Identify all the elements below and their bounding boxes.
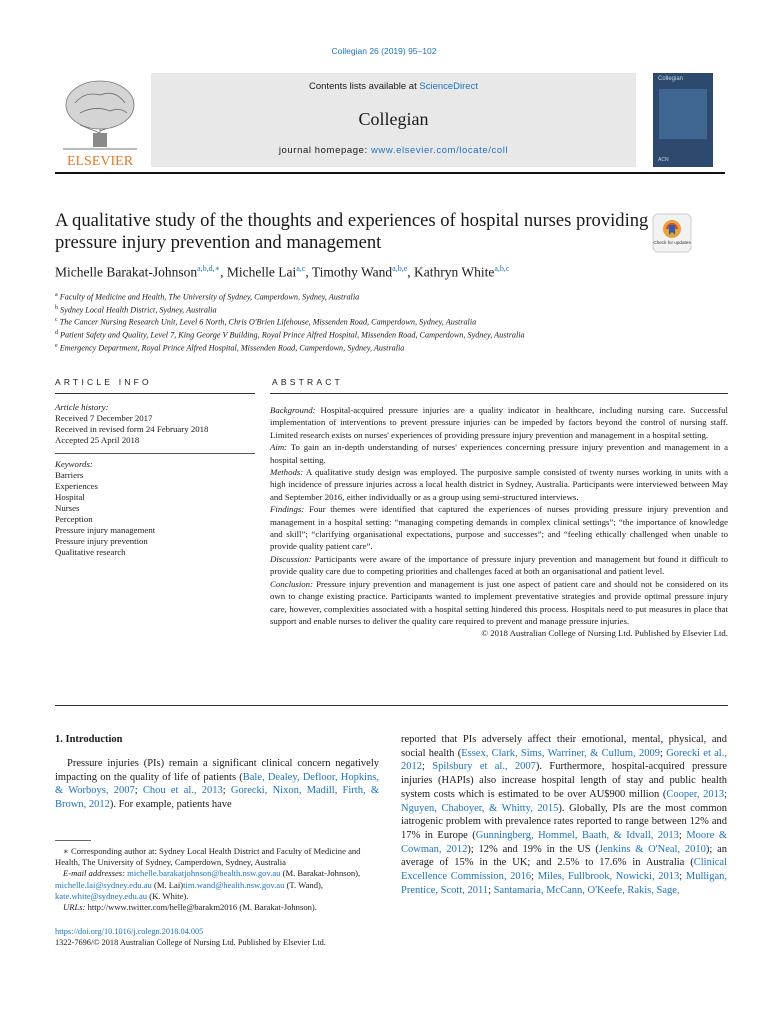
abstract-bottom-rule: [55, 705, 728, 706]
journal-header: [55, 73, 713, 173]
body-text: ); 12% and 19% in the US (: [467, 843, 599, 855]
history-label: Article history:: [55, 402, 109, 412]
body-text: Pressure injuries (PIs) remain a significant clinical concern negatively impacting on the quality of life of patients (: [55, 758, 379, 783]
page-bottom: [55, 926, 455, 948]
cover-title: Collegian: [658, 76, 684, 82]
footnote-rule: [55, 840, 91, 841]
abstract-section: [270, 466, 728, 503]
email-owner: (M. Barakat-Johnson),: [280, 868, 361, 879]
body-text: ;: [488, 884, 494, 896]
body-text: reported that PIs adversely affect their emotional, mental, physical, and social health (: [401, 734, 727, 759]
author-name[interactable]: Kathryn White: [414, 264, 495, 280]
author-separator: ,: [220, 264, 227, 280]
affiliation-line: [55, 303, 695, 316]
abstract-copyright: © 2018 Australian College of Nursing Ltd. Published by Elsevier Ltd.: [481, 628, 728, 639]
keyword-item[interactable]: Hospital: [55, 492, 85, 502]
email-link[interactable]: michelle.lai@sydney.edu.au: [55, 879, 152, 890]
affiliation-line: [55, 290, 695, 303]
affiliation-text: Faculty of Medicine and Health, The University of Sydney, Camperdown, Sydney, Australia: [57, 292, 360, 302]
journal-info-box: [151, 73, 636, 167]
body-text: ;: [678, 829, 687, 841]
abstract-section-text: Four themes were identified that captured the experiences of nurses providing pressure injury prevention and management in a hospital setting: “managing competing demands in complex clinical settings”; “the importance of knowledge and skill”; “clarifying organisational expectations, purpose and successes”; and “feeling ethically challenged when unable to provide quality patient care”.: [270, 504, 728, 552]
keyword-item[interactable]: Perception: [55, 514, 93, 524]
body-text: ;: [724, 788, 727, 800]
article-info: [55, 398, 255, 558]
keywords-list: [55, 470, 255, 558]
abstract-section-label: Aim:: [270, 442, 288, 453]
keyword-item[interactable]: Pressure injury management: [55, 525, 156, 535]
affiliation-text: Sydney Local Health District, Sydney, Australia: [58, 305, 217, 315]
abstract-rule: [270, 393, 728, 394]
article-info-heading: ARTICLE INFO: [55, 377, 152, 387]
author-name[interactable]: Michelle Barakat-Johnson: [55, 264, 198, 280]
affiliation-marker: d: [55, 330, 58, 337]
header-rule: [55, 172, 725, 174]
sciencedirect-link[interactable]: ScienceDirect: [419, 81, 478, 92]
affiliation-text: The Cancer Nursing Research Unit, Level 6 North, Chris O'Brien Lifehouse, Missenden Road, Camperdown, Sydney, Australia: [57, 318, 477, 328]
abstract-section-text: A qualitative study design was employed. The purposive sample consisted of twenty nurses working in units with a high incidence of pressure injuries across a local health district in Sydney, Australia. Participants were interviewed between May and September 2016, either individually or as a group using semi-structured interviews.: [270, 467, 728, 502]
cover-art: [659, 89, 707, 139]
citation-link[interactable]: Santamaria, McCann, O'Keefe, Rakis, Sage,: [493, 884, 680, 896]
body-text: ;: [134, 785, 143, 797]
abstract-section-text: Hospital-acquired pressure injuries are a quality indicator in healthcare, including nursing care. Successful implementation of interventions to prevent pressure injuries can be impeded by factors beyond the control of nursing staff. Limited research exists on nurses' experiences of providing pressure injury prevention and management in a hospital setting.: [270, 405, 728, 440]
citation-link[interactable]: Bale, Dealey, Defloor, Hopkins, & Worboys, 2007: [55, 771, 379, 797]
introduction-heading: 1. Introduction: [55, 734, 123, 745]
article-info-rule: [55, 393, 255, 394]
article-title: A qualitative study of the thoughts and experiences of hospital nurses providing pressure injury prevention and management: [55, 210, 649, 253]
body-text: ;: [531, 871, 538, 883]
email-label: E-mail addresses:: [63, 868, 128, 879]
author-affiliation-marker[interactable]: a,b,c: [494, 264, 510, 273]
citation-link[interactable]: Spilsbury et al., 2007: [432, 761, 536, 773]
journal-citation[interactable]: Collegian 26 (2019) 95–102: [331, 46, 437, 56]
body-text: ;: [659, 747, 667, 759]
abstract-section-label: Findings:: [270, 504, 305, 515]
author-name[interactable]: Michelle Lai: [226, 264, 297, 280]
history-item: Received in revised form 24 February 2018: [55, 424, 209, 434]
abstract-body: [270, 398, 728, 640]
abstract-section-label: Background:: [270, 405, 316, 415]
email-owner: (K. White).: [147, 890, 189, 901]
citation-link[interactable]: Chou et al., 2013: [142, 785, 223, 797]
contents-available: Contents lists available at ScienceDirect: [309, 81, 478, 92]
keyword-item[interactable]: Pressure injury prevention: [55, 536, 148, 546]
author-affiliation-marker[interactable]: a,b,d,∗: [197, 264, 221, 273]
citation-link[interactable]: Moore & Cowman, 2012: [401, 829, 727, 855]
citation-link[interactable]: Clinical Excellence Commission, 2016: [401, 857, 727, 883]
intro-paragraph-left: [55, 757, 379, 812]
author-affiliation-marker[interactable]: a,b,e: [392, 264, 408, 273]
elsevier-logo: [55, 73, 145, 171]
keyword-item[interactable]: Nurses: [55, 503, 80, 513]
affiliation-line: [55, 315, 695, 328]
email-owner: (T. Wand),: [284, 879, 324, 890]
affiliation-line: [55, 328, 695, 341]
issn-copyright: 1322-7696/© 2018 Australian College of Nursing Ltd. Published by Elsevier Ltd.: [55, 938, 326, 947]
author-separator: ,: [305, 264, 312, 280]
body-text: ). For example, patients have: [109, 799, 232, 811]
email-link[interactable]: kate.white@sydney.edu.au: [55, 890, 148, 901]
citation-link[interactable]: Nguyen, Chaboyer, & Whitty, 2015: [401, 802, 559, 814]
abstract-section-text: Participants were aware of the importance of pressure injury prevention and management but found it difficult to provide quality care due to competing priorities and challenges faced at both an organisational and patient level.: [270, 553, 728, 577]
journal-cover-image[interactable]: [653, 73, 713, 167]
affiliation-text: Emergency Department, Royal Prince Alfred Hospital, Missenden Road, Camperdown, Sydney, Australia: [57, 343, 405, 353]
abstract-section: [270, 404, 728, 441]
citation-link[interactable]: Essex, Clark, Sims, Warriner, & Cullum, 2009: [461, 747, 660, 759]
abstract-section: [270, 503, 728, 553]
email-link[interactable]: michelle.barakatjohnson@health.nsw.gov.au: [127, 868, 281, 879]
affiliation-marker: c: [55, 317, 58, 324]
check-for-updates-badge[interactable]: [652, 213, 692, 253]
keyword-item[interactable]: Experiences: [55, 481, 98, 491]
affiliation-line: [55, 341, 695, 354]
journal-name: Collegian: [358, 109, 429, 129]
keyword-item[interactable]: Qualitative research: [55, 547, 126, 557]
keywords-label: Keywords:: [55, 459, 93, 469]
abstract-section-label: Conclusion:: [270, 578, 314, 589]
body-text: ;: [679, 871, 686, 883]
abstract-section: [270, 441, 728, 466]
abstract-heading: ABSTRACT: [272, 377, 343, 387]
corresponding-author: ∗ Corresponding author at: Sydney Local Health District and Faculty of Medicine and Health, The University of Sydney, Camperdown, Sydney, Australia: [55, 846, 361, 868]
body-text: ); an average of 15% in the UK; and 2.5% to 17.6% in Australia (: [401, 843, 728, 869]
history-item: Accepted 25 April 2018: [55, 435, 140, 445]
author-separator: ,: [407, 264, 414, 280]
abstract-section-text: Pressure injury prevention and management is just one aspect of patient care and should not be considered on its own to change existing practice. Participants wanted to implement preventative strategies and provide optimal pressure injury care, however, complexities associated with a hospital setting hindered this process. Hospitals need to put measures in place that support and enable nurses to deliver the quality care required to prevent and manage pressure injuries.: [270, 578, 728, 626]
citation-link[interactable]: Gunningberg, Hommel, Baath, & Idvall, 2013: [475, 829, 679, 841]
citation-link[interactable]: Miles, Fullbrook, Nowicki, 2013: [537, 871, 680, 883]
history-item: Received 7 December 2017: [55, 413, 153, 423]
doi-link[interactable]: https://doi.org/10.1016/j.colegn.2018.04.005: [55, 927, 204, 936]
intro-paragraph-right: [401, 733, 727, 897]
affiliation-text: Patient Safety and Quality, Level 7, King George V Building, Royal Prince Alfred Hospital, Missenden Road, Camperdown, Sydney, Australia: [58, 330, 525, 340]
body-text: ;: [422, 761, 433, 773]
elsevier-wordmark: ELSEVIER: [66, 154, 134, 169]
body-text: ). Globally, PIs are the most common iatrogenic problem with prevalence rates reported to range between 12% and 17% in Europe (: [401, 802, 727, 841]
keyword-item[interactable]: Barriers: [55, 470, 84, 480]
abstract-section: [270, 553, 728, 578]
citation-link[interactable]: Jenkins & O'Neal, 2010: [598, 843, 706, 855]
email-link[interactable]: tim.wand@health.nsw.gov.au: [183, 879, 285, 890]
article-history: [55, 413, 255, 446]
email-owner: (M. Lai): [151, 879, 184, 890]
homepage-link[interactable]: www.elsevier.com/locate/coll: [370, 145, 509, 156]
email-addresses: [55, 868, 381, 902]
author-list: [55, 264, 695, 281]
keywords-rule: [55, 453, 255, 454]
body-text: ). Furthermore, hospital-acquired pressure injuries (HAPIs) also increase hospital length of stay and public health system costs which is estimated to be over AU$900 million (: [401, 761, 727, 800]
citation-link[interactable]: Gorecki, Nixon, Madill, Firth, & Brown, 2012: [55, 785, 379, 811]
abstract-section: [270, 578, 728, 628]
citation-link[interactable]: Cooper, 2013: [666, 788, 725, 800]
abstract-section-label: Methods:: [270, 467, 304, 478]
body-text: ;: [222, 785, 231, 797]
author-name[interactable]: Timothy Wand: [311, 264, 393, 280]
citation-link[interactable]: Mulligan, Prentice, Scott, 2011: [401, 871, 728, 896]
citation-link[interactable]: Gorecki et al., 2012: [401, 747, 727, 773]
affiliations: [55, 290, 695, 354]
author-affiliation-marker[interactable]: a,c: [296, 264, 306, 273]
crossmark-label: Check for updates: [653, 240, 691, 245]
abstract-section-text: To gain an in-depth understanding of nurses' experiences concerning pressure injury prevention and management in a hospital setting.: [270, 442, 728, 465]
abstract-section-label: Discussion:: [270, 553, 312, 564]
footnote: [55, 846, 381, 913]
affiliation-marker: e: [55, 342, 58, 349]
journal-homepage: journal homepage: www.elsevier.com/locate/coll: [278, 145, 509, 156]
cover-org: ACN: [658, 157, 669, 163]
affiliation-marker: a: [55, 292, 58, 298]
urls: URLs: http://www.twitter.com/helle@barakm2016 (M. Barakat-Johnson).: [63, 902, 317, 913]
affiliation-marker: b: [55, 304, 58, 311]
